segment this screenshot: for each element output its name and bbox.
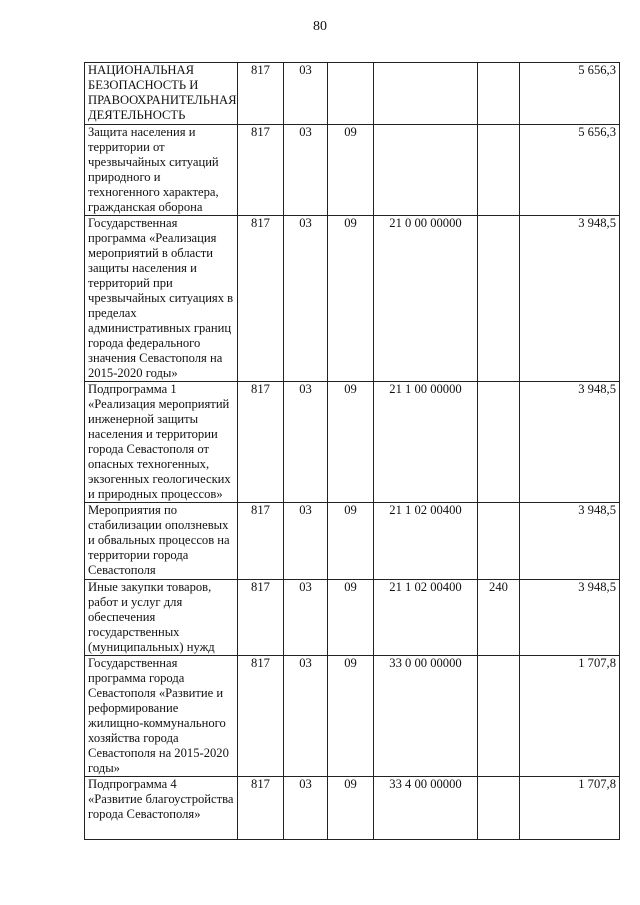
section-code: 03	[284, 503, 328, 580]
row-name: Подпрограмма 4 «Развитие благоустройства города Севастополя»	[85, 777, 238, 840]
row-name: Государственная программа города Севастополя «Развитие и реформирование жилищно-коммунального хозяйства города Севастополя на 2015-2020 годы»	[85, 656, 238, 777]
amount: 3 948,5	[520, 503, 620, 580]
section-code: 03	[284, 382, 328, 503]
target-code: 21 1 02 00400	[374, 503, 478, 580]
subsection-code: 09	[328, 656, 374, 777]
row-name: Государственная программа «Реализация мероприятий в области защиты населения и территорий при чрезвычайных ситуациях в пределах административных границ города федерального значения Севастополя на 2015-2020 годы»	[85, 216, 238, 382]
table-row	[85, 216, 620, 382]
ministry-code: 817	[238, 216, 284, 382]
table-row	[85, 777, 620, 840]
target-code: 21 1 00 00000	[374, 382, 478, 503]
expense-type-code	[478, 656, 520, 777]
amount: 5 656,3	[520, 125, 620, 216]
amount: 3 948,5	[520, 382, 620, 503]
expense-type-code	[478, 382, 520, 503]
ministry-code: 817	[238, 656, 284, 777]
table-row	[85, 580, 620, 656]
amount: 3 948,5	[520, 580, 620, 656]
row-name: Защита населения и территории от чрезвычайных ситуаций природного и техногенного характера, гражданская оборона	[85, 125, 238, 216]
target-code: 33 0 00 00000	[374, 656, 478, 777]
subsection-code: 09	[328, 382, 374, 503]
subsection-code: 09	[328, 125, 374, 216]
page-number: 80	[313, 19, 327, 34]
table-row	[85, 503, 620, 580]
budget-table	[84, 62, 620, 840]
table-row	[85, 125, 620, 216]
expense-type-code	[478, 777, 520, 840]
table-row	[85, 63, 620, 125]
amount: 3 948,5	[520, 216, 620, 382]
section-code: 03	[284, 63, 328, 125]
expense-type-code	[478, 63, 520, 125]
section-code: 03	[284, 656, 328, 777]
ministry-code: 817	[238, 382, 284, 503]
subsection-code: 09	[328, 580, 374, 656]
subsection-code: 09	[328, 503, 374, 580]
target-code: 21 0 00 00000	[374, 216, 478, 382]
amount: 1 707,8	[520, 656, 620, 777]
ministry-code: 817	[238, 503, 284, 580]
row-name: Иные закупки товаров, работ и услуг для обеспечения государственных (муниципальных) нужд	[85, 580, 238, 656]
target-code: 21 1 02 00400	[374, 580, 478, 656]
target-code: 33 4 00 00000	[374, 777, 478, 840]
table-row	[85, 656, 620, 777]
expense-type-code	[478, 216, 520, 382]
amount: 5 656,3	[520, 63, 620, 125]
target-code	[374, 125, 478, 216]
ministry-code: 817	[238, 580, 284, 656]
ministry-code: 817	[238, 63, 284, 125]
expense-type-code	[478, 125, 520, 216]
section-code: 03	[284, 125, 328, 216]
subsection-code: 09	[328, 216, 374, 382]
section-code: 03	[284, 216, 328, 382]
row-name: НАЦИОНАЛЬНАЯ БЕЗОПАСНОСТЬ И ПРАВООХРАНИТЕЛЬНАЯ ДЕЯТЕЛЬНОСТЬ	[85, 63, 238, 125]
row-name: Подпрограмма 1 «Реализация мероприятий инженерной защиты населения и территории города Севастополя от опасных техногенных, экзогенных геологических и природных процессов»	[85, 382, 238, 503]
ministry-code: 817	[238, 125, 284, 216]
expense-type-code	[478, 503, 520, 580]
section-code: 03	[284, 580, 328, 656]
expense-type-code: 240	[478, 580, 520, 656]
table-row	[85, 382, 620, 503]
ministry-code: 817	[238, 777, 284, 840]
subsection-code	[328, 63, 374, 125]
target-code	[374, 63, 478, 125]
section-code: 03	[284, 777, 328, 840]
amount: 1 707,8	[520, 777, 620, 840]
row-name: Мероприятия по стабилизации оползневых и обвальных процессов на территории города Севастополя	[85, 503, 238, 580]
subsection-code: 09	[328, 777, 374, 840]
